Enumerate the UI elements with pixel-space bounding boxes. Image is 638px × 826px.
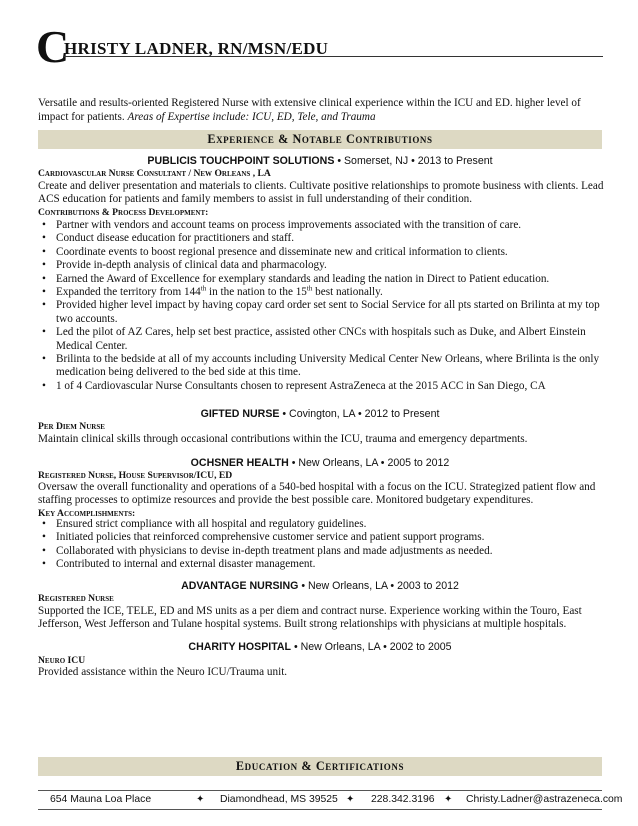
company-name: OCHSNER HEALTH [190, 457, 289, 469]
superscript: th [306, 284, 313, 293]
list-item: • Brilinta to the bedside at all of my accounts including University Medical Center New Orleans, where Brilinta is the only medication being delivered to the bed side at this time. [38, 353, 610, 380]
summary-expertise: Areas of Expertise include: ICU, ED, Tele, and Trauma [127, 111, 376, 123]
separator-icon: ✦ [196, 794, 205, 805]
job-location: • Covington, LA • 2012 to Present [282, 408, 440, 420]
job-header-ochsner [38, 457, 602, 469]
list-item: • Provide in-depth analysis of clinical data and pharmacology. [38, 259, 610, 272]
job-location: • Somerset, NJ • 2013 to Present [337, 155, 493, 167]
name-initial: C [36, 21, 70, 72]
name-rule [64, 56, 603, 57]
list-item: • Earned the Award of Excellence for exemplary standards and leading the nation in Direct to Patient education. [38, 273, 610, 286]
name-header [36, 21, 603, 74]
job-description: Provided assistance within the Neuro ICU/Trauma unit. [38, 666, 288, 678]
job-header-gifted [38, 408, 602, 420]
job-role: Per Diem Nurse [38, 421, 105, 432]
job-subheading: Contributions & Process Development: [38, 207, 209, 218]
job-header-publicis [38, 155, 602, 167]
email-link[interactable]: Christy.Ladner@astrazeneca.com [466, 794, 623, 805]
company-name: GIFTED NURSE [200, 408, 280, 420]
list-item: • Led the pilot of AZ Cares, help set best practice, assisted other CNCs with hospitals such as Duke, and Albert Einstein Medical Center. [38, 326, 610, 353]
job-location: • New Orleans, LA • 2002 to 2005 [293, 641, 452, 653]
job-bullets [38, 219, 610, 393]
job-description: Create and deliver presentation and materials to clients. Cultivate positive relationships to promote business with clients. Lead ACS education for patients and family members to assist in full understanding of their condition. [38, 180, 604, 206]
phone: 228.342.3196 [371, 794, 435, 805]
job-header-advantage [38, 580, 602, 592]
summary [38, 96, 608, 124]
superscript: th [200, 284, 207, 293]
list-item: • Coordinate events to boost regional presence and disseminate new and critical information to clients. [38, 246, 610, 259]
summary-text: Versatile and results-oriented Registered Nurse with extensive clinical experience within the ICU and ED. higher level of impact for patients. [38, 97, 581, 123]
list-item [38, 286, 610, 299]
list-item: • Contributed to internal and external disaster management. [38, 558, 610, 571]
job-location: • New Orleans, LA • 2003 to 2012 [301, 580, 459, 592]
address: 654 Mauna Loa Place [50, 794, 152, 805]
job-role: Registered Nurse, House Supervisor/ICU, ED [38, 470, 233, 481]
list-item: • Provided higher level impact by having copay card order set sent to Social Service for all pts started on Brilinta at my top two accounts. [38, 299, 610, 326]
separator-icon: ✦ [444, 794, 453, 805]
company-name: CHARITY HOSPITAL [188, 641, 292, 653]
bullet-text: best nationally. [312, 286, 383, 299]
list-item: • Collaborated with physicians to devise in-depth treatment plans and made adjustments as needed. [38, 545, 610, 558]
section-heading-education: Education & Certifications [38, 757, 602, 776]
company-name: ADVANTAGE NURSING [181, 580, 299, 592]
section-heading-experience: Experience & Notable Contributions [38, 130, 602, 149]
job-description: Supported the ICE, TELE, ED and MS units as a per diem and contract nurse. Experience working within the Touro, East Jefferson, West Jefferson and Tulane hospital systems. Built strong relationships with physicians at multiple hospitals. [38, 605, 582, 631]
city: Diamondhead, MS 39525 [220, 794, 338, 805]
job-subheading: Key Accomplishments: [38, 508, 136, 519]
bullet-text: Expanded the territory from 144 [56, 286, 201, 299]
job-bullets [38, 518, 610, 572]
job-role: Cardiovascular Nurse Consultant / New Orleans , LA [38, 168, 271, 179]
job-description: Maintain clinical skills through occasional contributions within the ICU, trauma and emergency departments. [38, 433, 528, 445]
company-name: PUBLICIS TOUCHPOINT SOLUTIONS [147, 155, 335, 167]
job-location: • New Orleans, LA • 2005 to 2012 [291, 457, 450, 469]
job-header-charity [38, 641, 602, 653]
list-item: • Initiated policies that reinforced comprehensive customer service and patient support programs. [38, 531, 610, 544]
separator-icon: ✦ [346, 794, 355, 805]
job-role: Registered Nurse [38, 593, 114, 604]
list-item: • Ensured strict compliance with all hospital and regulatory guidelines. [38, 518, 610, 531]
list-item: • Partner with vendors and account teams on process improvements associated with the transition of care. [38, 219, 610, 232]
list-item: • 1 of 4 Cardiovascular Nurse Consultants chosen to represent AstraZeneca at the 2015 ACC in San Diego, CA [38, 380, 610, 393]
job-role: Neuro ICU [38, 655, 86, 666]
bullet-text: in the nation to the 15 [206, 286, 307, 299]
name-title: HRISTY LADNER, RN/MSN/EDU [64, 39, 329, 58]
job-description: Oversaw the overall functionality and operations of a 540-bed hospital with a focus on the ICU. Strategized patient flow and staffing processes to optimize resources and provide the best possible care. Monitored budgetary expenditures. [38, 481, 596, 507]
contact-footer [38, 790, 623, 810]
list-item: • Conduct disease education for practitioners and staff. [38, 232, 610, 245]
